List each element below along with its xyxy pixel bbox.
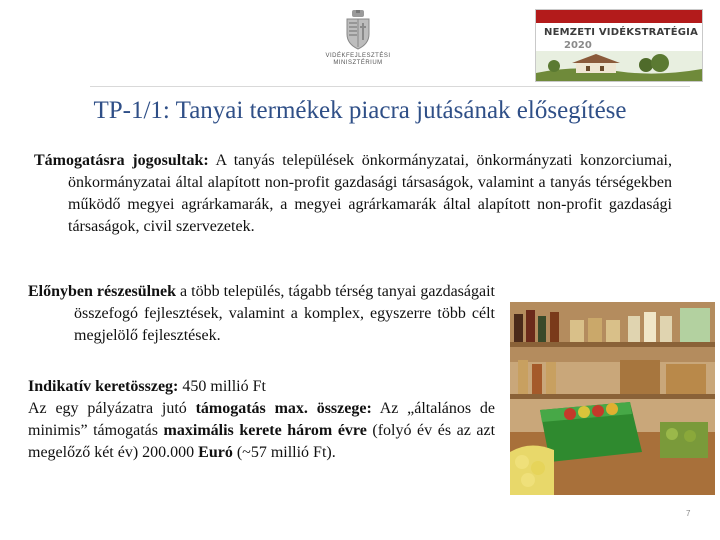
banner-year: 2020: [564, 40, 592, 51]
priority-paragraph: [28, 281, 495, 347]
strategy-banner: [535, 9, 703, 82]
max-support-text: Az egy pályázatra jutó támogatás max. összege: Az „általános de minimis” támogatás maximális kerete három évre (folyó év és az azt megelőző két év) 200.000 Euró (~57 millió Ft).: [28, 400, 496, 461]
priority-label: Előnyben részesülnek: [28, 283, 177, 300]
page-number: 7: [686, 509, 691, 518]
eligible-paragraph: [34, 150, 672, 238]
farmstead-landscape-icon: [536, 51, 702, 81]
banner-title: NEMZETI VIDÉKSTRATÉGIA: [544, 27, 699, 38]
funding-paragraph: [28, 376, 495, 464]
budget-label: Indikatív keretösszeg:: [28, 378, 179, 395]
ministry-logo: [318, 10, 398, 82]
header-divider: [90, 86, 690, 87]
farm-shop-photo: [510, 302, 715, 495]
priority-text: a több település, tágabb térség tanyai gazdaságait összefogó fejlesztések, valamint a komplex, egyszerre több célt megjelölő fejlesztések.: [74, 283, 495, 344]
eligible-label: Támogatásra jogosultak:: [34, 152, 209, 169]
budget-line: [28, 376, 495, 398]
eligible-text: A tanyás települések önkormányzatai, önkormányzati konzorciumai, önkormányzatai által alapított non-profit gazdasági társaságok, valamint a tanyás térségekben működő megyei agrárkamarák, a megyei agrárkamarák által alapított non-profit gazdasági társaságok, civil szervezetek.: [68, 152, 673, 235]
banner-band: [536, 10, 702, 23]
coat-of-arms-icon: [343, 10, 373, 50]
ministry-name: VIDÉKFEJLESZTÉSI MINISZTÉRIUM: [325, 53, 391, 66]
budget-amount: 450 millió Ft: [178, 378, 266, 395]
page-title: TP-1/1: Tanyai termékek piacra jutásának elősegítése: [93, 97, 627, 124]
